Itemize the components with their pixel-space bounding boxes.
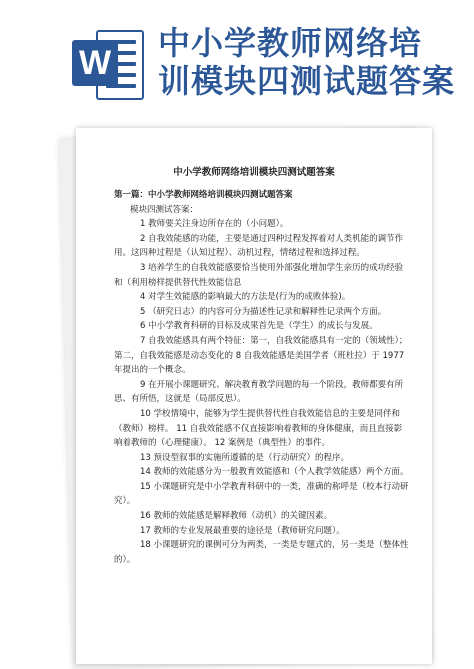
- banner-title-line-1: 中小学教师网络培: [158, 24, 423, 62]
- document-body: [114, 188, 410, 567]
- document-paragraph: 7 自我效能感具有两个特征：第一，自我效能感具有一定的（领域性）；第二，自我效能感是动态变化的 8 自我效能感是美国学者（班杜拉）于 1977 年提出的一个概念。: [114, 335, 408, 376]
- banner-title-line-2: 训模块四测试题答案: [158, 62, 456, 100]
- document-paragraph: 16 教师的效能感是解释教师（动机）的关键因素。: [140, 511, 333, 522]
- document-paragraph: 17 教师的专业发展最重要的途径是（教师研究问题）。: [140, 525, 345, 536]
- document-page: [76, 128, 432, 664]
- document-paragraph: 2 自我效能感的功能，主要是通过四种过程发挥着对人类机能的调节作用。这四种过程是（认知过程）、动机过程，情绪过程和选择过程。: [114, 233, 404, 259]
- document-paragraph: 5 （研究日志）的内容可分为描述性记录和解释性记录两个方面。: [140, 306, 387, 317]
- document-paragraph: 第一篇：中小学教师网络培训模块四测试题答案: [114, 190, 293, 200]
- word-document-icon: [72, 28, 142, 98]
- document-paragraph: 9 在开展小课题研究、解决教育教学问题的每一个阶段，教师都要有所思、有所悟，这就是（局部反思）。: [114, 379, 404, 405]
- document-paragraph: 模块四测试答案：: [130, 204, 199, 215]
- document-paragraph: 18 小课题研究的课例可分为两类，一类是专题式的，另一类是（整体性的）。: [114, 540, 409, 565]
- banner: [0, 0, 474, 118]
- document-paragraph: 1 教师要关注身边所存在的（小问题）。: [140, 219, 289, 230]
- document-title: 中小学教师网络培训模块四测试题答案: [173, 167, 335, 178]
- document-paragraph: 6 中小学教育科研的目标及成果首先是（学生）的成长与发展。: [140, 321, 378, 332]
- document-paragraph: 3 培养学生的自我效能感要恰当使用外部强化增加学生亲历的成功经验和（利用榜样提供替代性效能信息: [114, 262, 404, 288]
- word-icon-letter: W: [72, 40, 118, 86]
- document-paragraph: 13 预设型叙事的实施所遵循的是（行动研究）的程序。: [140, 452, 350, 463]
- document-paragraph: 10 学校情境中，能够为学生提供替代性自我效能信息的主要是同伴和（教师）榜样。 11 自我效能感不仅直接影响着教师的身体健康，而且直接影响着教师的（心理健康）。 12 案例是（典型性）的事件。: [114, 408, 403, 449]
- document-paragraph: 14 教师的效能感分为一般教育效能感和（个人教学效能感）两个方面。: [140, 467, 409, 478]
- banner-title: [158, 24, 468, 100]
- document-paragraph: 4 对学生效能感的影响最大的方法是(行为的成败体验)。: [140, 292, 351, 303]
- document-paragraph: 15 小课题研究是中小学教育科研中的一类，准确的称呼是（校本行动研究）。: [114, 481, 409, 507]
